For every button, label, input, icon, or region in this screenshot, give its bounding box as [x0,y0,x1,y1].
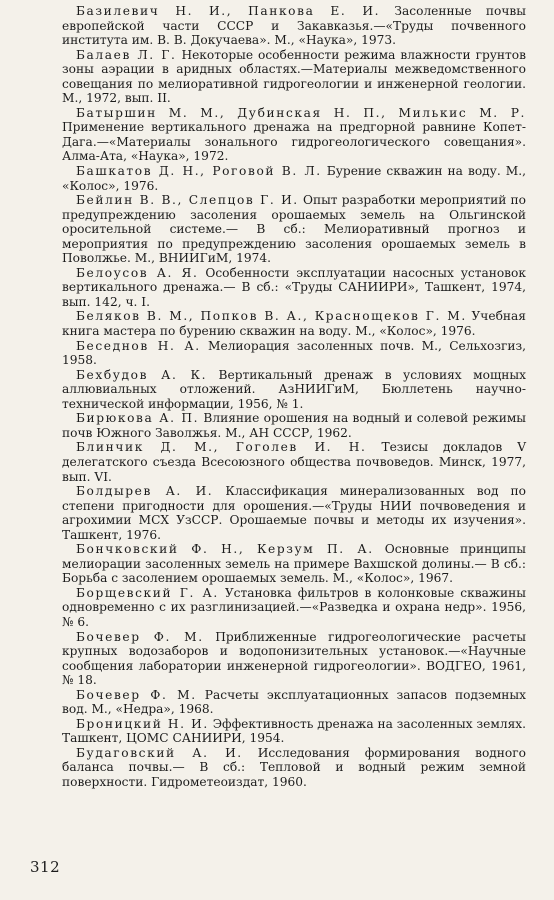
reference-author: Базилевич Н. И., Панкова Е. И. [76,4,381,18]
reference-author: Беседнов Н. А. [76,338,201,353]
reference-text: Эффективность дренажа на засоленных землях. Ташкент, ЦОМС САНИИРИ, 1954. [62,716,527,746]
reference-author: Батыршин М. М., Дубинская Н. П., Милькис М. Р. [76,105,526,120]
reference-entry [62,339,526,368]
reference-text: Опыт разработки мероприятий по предупреждению засоления орошаемых земель на Ольгинской оросительной системе.— В сб.: Мелиоративный прогноз и мероприятия по предупреждению засоления орошаемых земель в Поволжье. М., ВНИИГиМ, 1974. [62,193,527,266]
reference-text: Мелиорация засоленных почв. М., Сельхозгиз, 1958. [62,338,527,368]
reference-author: Броницкий Н. И. [76,716,209,731]
reference-text: Применение вертикального дренажа на предгорной равнине Копет-Дага.—«Материалы зонального гидрогеологического совещания». Алма-Ата, «Наука», 1972. [62,120,526,164]
reference-text: Приближенные гидрогеологические расчеты крупных водозаборов и водопонизительных установок.—«Научные сообщения лаборатории инженерной гидрогеологии». ВОДГЕО, 1961, № 18. [62,629,526,688]
reference-text: Расчеты эксплуатационных запасов подземных вод. М., «Недра», 1968. [62,687,526,717]
reference-author: Бейлин В. В., Слепцов Г. И. [76,193,299,208]
reference-text: Тезисы докладов V делегатского съезда Всесоюзного общества почвоведов. Минск, 1977, вып. VI. [62,440,527,484]
reference-entry [62,484,526,542]
reference-entry [62,164,526,193]
reference-entry [62,630,526,688]
reference-text: Исследования формирования водного баланса почвы.— В сб.: Тепловой и водный режим земной поверхности. Гидрометеоиздат, 1960. [62,745,526,789]
bibliography-list [62,4,526,790]
reference-entry [62,542,526,586]
reference-author: Бончковский Ф. Н., Керзум П. А. [76,542,374,557]
reference-author: Бехбудов А. К. [76,367,208,382]
reference-author: Борщевский Г. А. [76,585,219,600]
reference-entry [62,717,526,746]
reference-entry [62,193,526,266]
reference-text: Классификация минерализованных вод по степени пригодности для орошения.—«Труды НИИ почвоведения и агрохимии МСХ УзССР. Орошаемые почвы и методы их изучения». Ташкент, 1976. [62,484,527,542]
reference-entry [62,106,526,164]
reference-text: Засоленные почвы европейской части СССР и Закавказья.—«Труды почвенного института им. В. В. Докучаева». М., «Наука», 1973. [62,4,526,48]
reference-author: Башкатов Д. Н., Роговой В. Л. [76,164,322,179]
reference-entry [62,440,526,484]
reference-entry [62,48,526,106]
reference-author: Блинчик Д. М., Гоголев И. Н. [76,440,367,455]
reference-text: Бурение скважин на воду. М., «Колос», 1976. [62,164,526,193]
reference-entry [62,746,526,790]
reference-entry [62,368,526,412]
reference-author: Бирюкова А. П. [76,411,200,426]
reference-text: Установка фильтров в колонковые скважины одновременно с их разглинизацией.—«Разведка и охрана недр». 1956, № 6. [62,585,527,629]
reference-author: Белоусов А. Я. [76,265,199,280]
reference-author: Болдырев А. И. [76,484,214,499]
reference-entry [62,309,526,338]
reference-text: Вертикальный дренаж в условиях мощных аллювиальных отложений. АзНИИГиМ, Бюллетень научно-технической информации, 1956, № 1. [62,367,526,411]
reference-entry [62,688,526,717]
reference-entry [62,586,526,630]
reference-author: Бочевер Ф. М. [76,629,204,644]
reference-entry [62,4,526,48]
reference-author: Беляков В. М., Попков В. А., Краснощеков Г. М. [76,309,467,324]
reference-entry [62,411,526,440]
reference-text: Некоторые особенности режима влажности грунтов зоны аэрации в аридных областях.—Материалы межведомственного совещания по мелиоративной гидрогеологии и инженерной геологии. М., 1972, вып. II. [62,47,527,106]
reference-text: Учебная книга мастера по бурению скважин на воду. М., «Колос», 1976. [62,309,526,339]
reference-text: Особенности эксплуатации насосных установок вертикального дренажа.— В сб.: «Труды САНИИРИ», Ташкент, 1974, вып. 142, ч. I. [62,265,527,309]
page-number: 312 [30,858,61,876]
reference-author: Будаговский А. И. [76,745,243,760]
reference-text: Основные принципы мелиорации засоленных земель на примере Вахшской долины.— В сб.: Борьба с засолением орошаемых земель. М., «Колос», 1967. [62,542,527,586]
reference-text: Влияние орошения на водный и солевой режимы почв Южного Заволжья. М., АН СССР, 1962. [62,411,527,440]
reference-entry [62,266,526,310]
reference-author: Балаев Л. Г. [76,47,177,62]
reference-author: Бочевер Ф. М. [76,687,197,702]
